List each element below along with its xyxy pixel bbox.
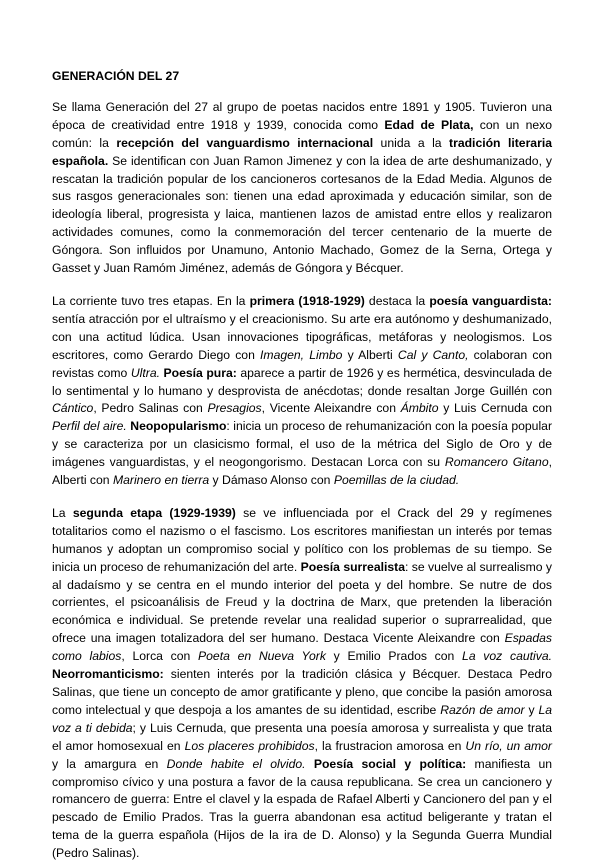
text-run: La <box>52 505 73 520</box>
work-title: Marinero en tierra <box>112 473 210 488</box>
bold-term: Poesía surrealista <box>300 559 405 574</box>
work-title: La voz cautiva. <box>462 649 552 664</box>
text-run: y Alberti <box>342 347 398 362</box>
text-run: destaca la <box>364 293 430 308</box>
work-title: La voz a ti debida <box>52 702 552 735</box>
text-run: Se llama Generación del 27 al grupo de poetas nacidos entre 1891 y 1905. Tuvieron una época de creatividad entre 1918 y 1939, conocida como <box>52 99 552 132</box>
work-title: Un río, un amor <box>465 738 552 753</box>
work-title: Poeta en Nueva York <box>198 649 326 664</box>
text-run: colaboran con revistas como <box>52 347 553 380</box>
paragraph-introduction <box>52 99 552 278</box>
text-run: con un nexo común: la <box>52 117 553 150</box>
text-run: Se identifican con Juan Ramon Jimenez y con la idea de arte deshumanizado, y rescatan la tradición popular de los cancioneros cortesanos de la Edad Media. Algunos de sus rasgos generacionales son: tienen una edad aproximada y educación similar, son de ideología liberal, progresista y laica, mantienen lazos de amistad entre ellos y realizaron actividades comunes, como la conmemoración del tercer centenario de la muerte de Góngora. Son influidos por Unamuno, Antonio Machado, Gomez de la Serna, Ortega y Gasset y Juan Ramóm Jiménez, además de Góngora y Bécquer. <box>52 153 552 276</box>
work-title: Los placeres prohibidos <box>184 738 315 753</box>
work-title: Poemillas de la ciudad. <box>333 473 460 488</box>
work-title: Ámbito <box>400 401 439 416</box>
bold-term: Poesía pura: <box>163 365 237 380</box>
bold-term: segunda etapa (1929-1939) <box>72 505 236 520</box>
text-run: , la frustracion amorosa en <box>314 738 466 753</box>
document-title: GENERACIÓN DEL 27 <box>52 69 180 83</box>
work-title: Cal y Canto, <box>397 347 469 362</box>
bold-term: Poesía social y política: <box>313 756 467 771</box>
text-run: y Dámaso Alonso con <box>209 473 334 488</box>
paragraph-second-stage <box>52 505 552 863</box>
text-run: y <box>524 702 539 717</box>
text-run: aparece a partir de 1926 y es hermética, desvinculada de lo sentimental y lo humano y desprovista de anécdotas; donde resaltan Jorge Guillén con <box>52 365 552 398</box>
paragraph-first-stage <box>52 293 552 490</box>
text-run <box>306 757 314 771</box>
bold-term: poesía vanguardista: <box>429 293 552 308</box>
bold-term: primera (1918-1929) <box>249 293 365 308</box>
text-run: sienten interés por la tradición clásica y Bécquer. Destaca Pedro Salinas, que tiene un concepto de amor gratificante y pleno, que concibe la pasión amorosa como intelectual y que despoja a los amantes de su identidad, escribe <box>52 667 552 717</box>
work-title: Imagen, Limbo <box>260 347 343 362</box>
text-run: sentía atracción por el ultraísmo y el creacionismo. Su arte era autónomo y deshumanizado, con una actitud lúdica. Usan innovaciones tipográficas, metáforas y neologismos. Los escritores, como Gerardo Diego con <box>52 311 552 362</box>
text-run: , Pedro Salinas con <box>93 401 208 416</box>
bold-term: Neorromanticismo: <box>52 667 164 682</box>
work-title: Romancero Gitano <box>444 455 549 470</box>
text-run: , Alberti con <box>52 455 552 488</box>
text-run: y Luis Cernuda con <box>438 401 552 416</box>
text-run: unida a la <box>373 135 450 150</box>
text-run: , Vicente Aleixandre con <box>261 401 401 416</box>
text-run: , Lorca con <box>121 649 199 664</box>
text-run: : inicia un proceso de rehumanización con la poesía popular y se caracteriza por un clasicismo formal, el uso de la métrica del Siglo de Oro y de imágenes vanguardistas, y el neogongorismo. Destacan Lorca con su <box>52 419 553 470</box>
bold-term: tradición literaria española. <box>52 135 552 168</box>
text-run: y Emilio Prados con <box>325 649 463 664</box>
work-title: Presagios <box>207 401 262 416</box>
bold-term: Edad de Plata, <box>384 117 474 132</box>
text-run: La corriente tuvo tres etapas. En la <box>52 293 250 308</box>
text-run: ; y Luis Cernuda, que presenta una poesía amorosa y surrealista y que trata el amor homosexual en <box>52 720 552 753</box>
work-title: Donde habite el olvido. <box>166 756 306 771</box>
bold-term: recepción del vanguardismo internacional <box>116 135 374 150</box>
work-title: Ultra. <box>130 365 160 380</box>
text-run: manifiesta un compromiso cívico y una postura a favor de la causa republicana. Se crea un cancionero y romancero de guerra: Entre el clavel y la espada de Rafael Alberti y Cancionero del pan y el pescado de Emilio Prados. Tras la guerra abandonan esa actitud beligerante y tratan el tema de la guerra española (Hijos de la ira de D. Alonso) y la Segunda Guerra Mundial (Pedro Salinas). <box>52 756 552 861</box>
work-title: Espadas como labios <box>52 631 552 664</box>
text-run: : se vuelve al surrealismo y al dadaísmo y se centra en el mundo interior del poeta y del hombre. Se nutre de dos corrientes, el psicoanálisis de Freud y la doctrina de Marx, que pretenden la liberación económica e individual. Se pretende revelar una realidad superior o suprarrealidad, que ofrece una imagen totalizadora del ser humano. Destaca Vicente Aleixandre con <box>52 559 552 646</box>
text-run: se ve influenciada por el Crack del 29 y regímenes totalitarios como el nazismo o el fascismo. Los escritores manifiestan un interés por temas humanos y adoptan un compromiso social y político con los problemas de su tiempo. Se inicia un proceso de rehumanización del arte. <box>52 505 552 574</box>
text-run: y la amargura en <box>52 756 167 771</box>
work-title: Perfil del aire. <box>52 419 127 434</box>
work-title: Cántico <box>52 401 94 416</box>
bold-term: Neopopularismo <box>130 419 227 434</box>
work-title: Razón de amor <box>440 702 525 717</box>
